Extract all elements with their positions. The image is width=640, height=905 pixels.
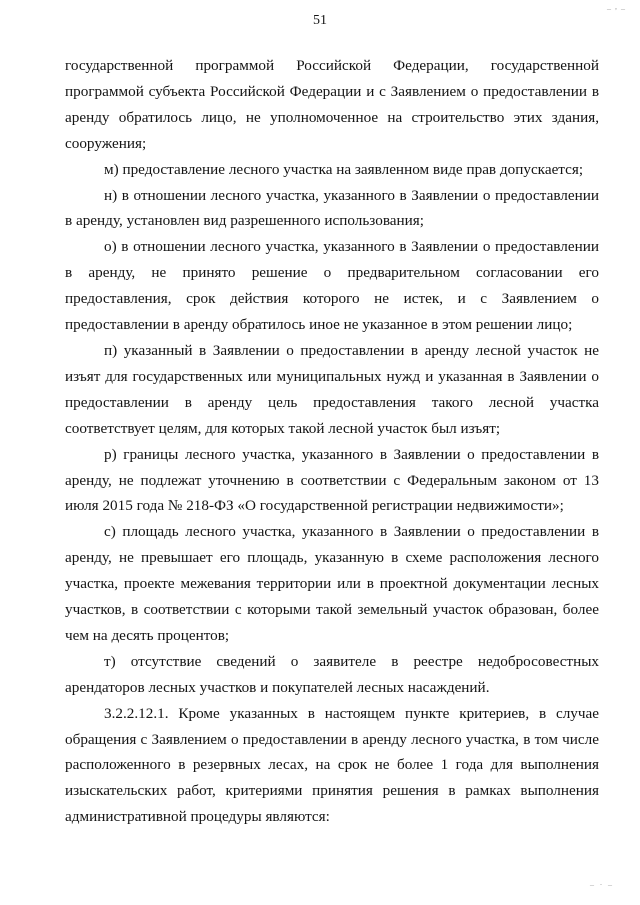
paragraph-item-o: о) в отношении лесного участка, указанного в Заявлении о предоставлении в аренду, не принято решение о предварительном согласовании его предоставления, срок действия которого не истек, и с Заявлением о предоставлении в аренду обратилось иное не указанное в этом решении лицо; (65, 238, 599, 334)
paragraph-item-m: м) предоставление лесного участка на заявленном виде прав допускается; (104, 160, 584, 178)
paragraph-item-r: р) границы лесного участка, указанного в Заявлении о предоставлении в аренду, не подлежат уточнению в соответствии с Федеральным законом от 13 июля 2015 года № 218-ФЗ «О государственной регистрации недвижимости»; (65, 445, 599, 515)
page-number: 51 (313, 13, 327, 28)
paragraph-item-t: т) отсутствие сведений о заявителе в реестре недобросовестных арендаторов лесных участков и покупателей лесных насаждений. (65, 652, 599, 696)
paragraph-item-s: с) площадь лесного участка, указанного в Заявлении о предоставлении в аренду, не превышает его площадь, указанную в схеме расположения лесного участка, проекте межевания территории или в проектной документации лесных участков, в соответствии с которыми такой земельный участок образован, более чем на десять процентов; (65, 523, 599, 644)
paragraph-continuation: государственной программой Российской Федерации, государственной программой субъекта Российской Федерации и с Заявлением о предоставлении в аренду обратилось лицо, не уполномоченное на строительство этих здания, сооружения; (65, 57, 599, 152)
document-body (65, 53, 599, 830)
corner-mark-bottom: _ . _ (590, 878, 614, 887)
paragraph-item-p: п) указанный в Заявлении о предоставлении в аренду лесной участок не изъят для государственных или муниципальных нужд и указанная в Заявлении о предоставлении в аренду цель предоставления такого лесной участка соответствует целям, для которых такой лесной участок был изъят; (65, 341, 599, 437)
paragraph-item-n: н) в отношении лесного участка, указанного в Заявлении о предоставлении в аренду, установлен вид разрешенного использования; (65, 186, 599, 230)
corner-mark-top: _ , _ (607, 2, 626, 11)
paragraph-section-3-2-2-12-1: 3.2.2.12.1. Кроме указанных в настоящем пункте критериев, в случае обращения с Заявлением о предоставлении в аренду лесного участка, в том числе расположенного в резервных лесах, на срок не более 1 года для выполнения изыскательских работ, критериями принятия решения в рамках выполнения административной процедуры являются: (65, 704, 599, 826)
